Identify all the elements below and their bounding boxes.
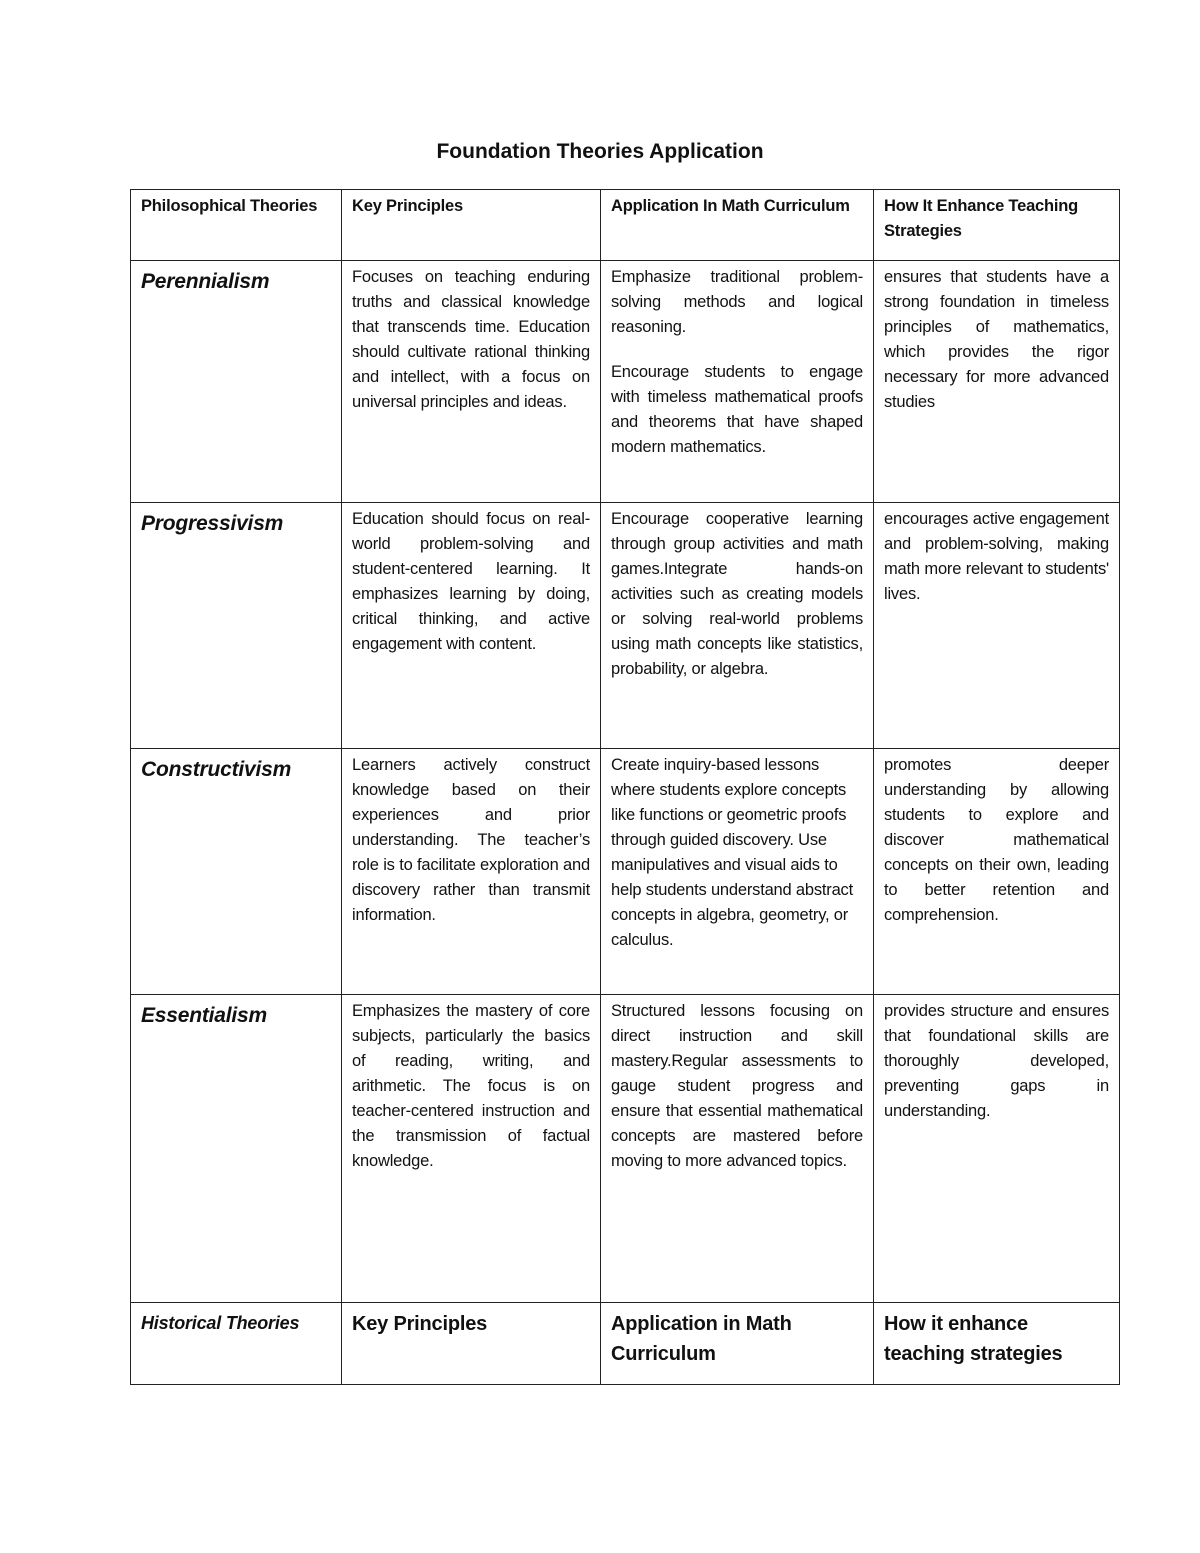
enhance-cell: ensures that students have a strong foundation in timeless principles of mathematics, which provides the rigor necessary for more advanced studies	[874, 261, 1120, 503]
application-cell: Structured lessons focusing on direct instruction and skill mastery.Regular assessments to gauge student progress and ensure that essential mathematical concepts are mastered before moving to more advanced topics.	[601, 995, 874, 1303]
key-principles-cell: Education should focus on real-world problem-solving and student-centered learning. It emphasizes learning by doing, critical thinking, and active engagement with content.	[342, 503, 601, 749]
theory-name: Essentialism	[131, 995, 342, 1303]
application-cell: Encourage cooperative learning through group activities and math games.Integrate hands-on activities such as creating models or solving real-world problems using math concepts like statistics, probability, or algebra.	[601, 503, 874, 749]
header-key-principles: Key Principles	[342, 190, 601, 261]
application-cell	[601, 261, 874, 503]
theory-name: Constructivism	[131, 749, 342, 995]
application-paragraph: Emphasize traditional problem-solving methods and logical reasoning.	[611, 268, 863, 336]
table-row-perennialism	[131, 261, 1120, 503]
header-application: Application In Math Curriculum	[601, 190, 874, 261]
theory-name: Progressivism	[131, 503, 342, 749]
table-row-progressivism	[131, 503, 1120, 749]
header-key-principles-historical: Key Principles	[342, 1303, 601, 1385]
header-philosophical-theories: Philosophical Theories	[131, 190, 342, 261]
table-header-row	[131, 190, 1120, 261]
historical-header-row	[131, 1303, 1120, 1385]
enhance-cell: promotes deeper understanding by allowing students to explore and discover mathematical concepts on their own, leading to better retention and comprehension.	[874, 749, 1120, 995]
document-title: Foundation Theories Application	[436, 140, 764, 163]
header-application-historical: Application in Math Curriculum	[601, 1303, 874, 1385]
enhance-cell: provides structure and ensures that foundational skills are thoroughly developed, preventing gaps in understanding.	[874, 995, 1120, 1303]
key-principles-cell: Emphasizes the mastery of core subjects, particularly the basics of reading, writing, and arithmetic. The focus is on teacher-centered instruction and the transmission of factual knowledge.	[342, 995, 601, 1303]
enhance-cell: encourages active engagement and problem-solving, making math more relevant to students' lives.	[874, 503, 1120, 749]
header-enhance-historical: How it enhance teaching strategies	[874, 1303, 1120, 1385]
application-paragraph: Encourage students to engage with timeless mathematical proofs and theorems that have shaped modern mathematics.	[611, 363, 863, 456]
application-cell: Create inquiry-based lessons where students explore concepts like functions or geometric proofs through guided discovery. Use manipulatives and visual aids to help students understand abstract concepts in algebra, geometry, or calculus.	[601, 749, 874, 995]
header-enhance: How It Enhance Teaching Strategies	[874, 190, 1120, 261]
key-principles-cell: Focuses on teaching enduring truths and classical knowledge that transcends time. Education should cultivate rational thinking and intellect, with a focus on universal principles and ideas.	[342, 261, 601, 503]
key-principles-cell: Learners actively construct knowledge based on their experiences and prior understanding. The teacher’s role is to facilitate exploration and discovery rather than transmit information.	[342, 749, 601, 995]
header-historical-theories: Historical Theories	[131, 1303, 342, 1385]
table-row-constructivism	[131, 749, 1120, 995]
theory-name: Perennialism	[131, 261, 342, 503]
theories-table	[130, 189, 1120, 1385]
table-row-essentialism	[131, 995, 1120, 1303]
